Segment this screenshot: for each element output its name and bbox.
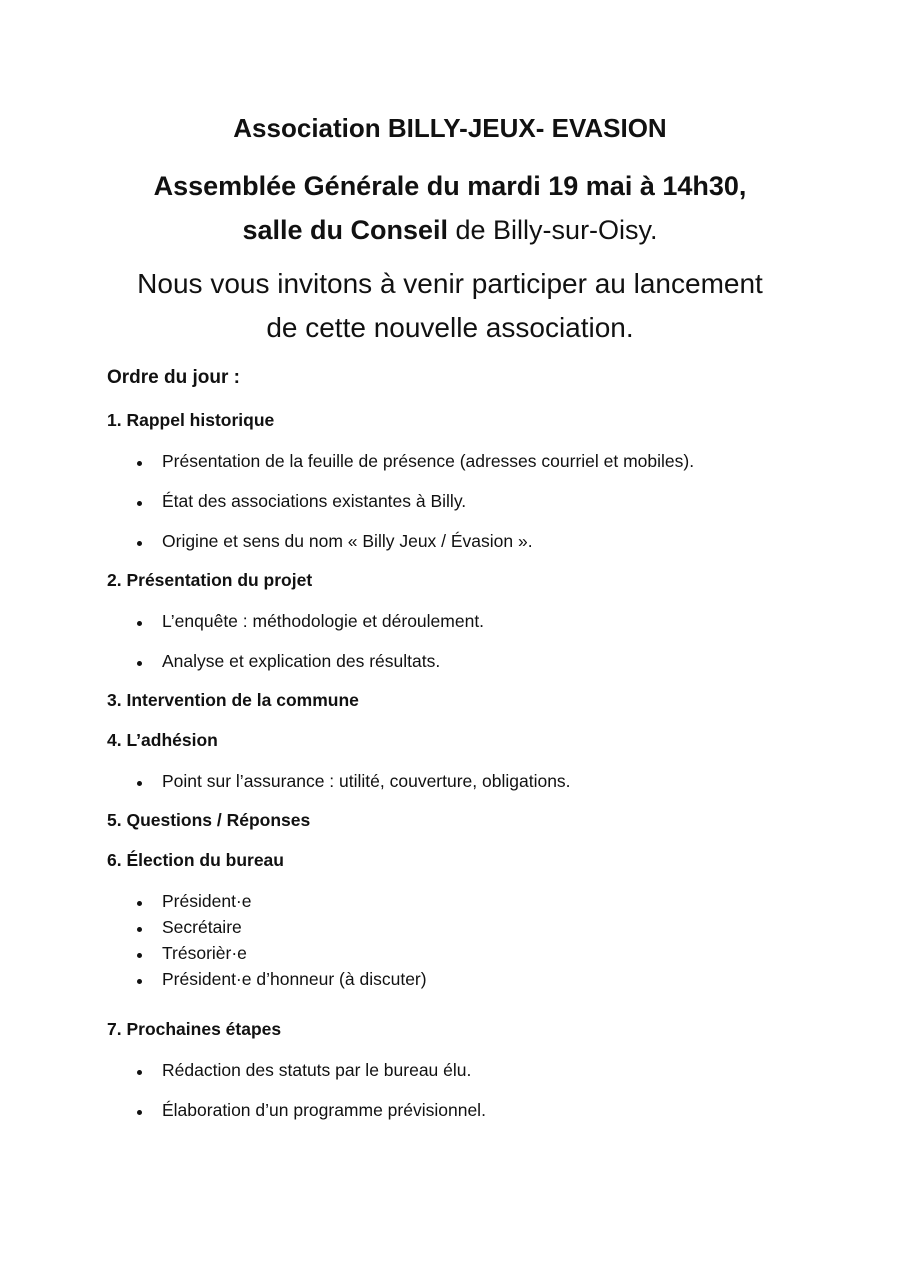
bullet-icon — [137, 1070, 142, 1075]
section-heading-5: 5. Questions / Réponses — [107, 810, 311, 830]
list-item: Présentation de la feuille de présence (adresses courriel et mobiles). — [162, 451, 695, 471]
section-heading-3: 3. Intervention de la commune — [107, 690, 359, 710]
list-item: Trésorièr·e — [162, 943, 247, 963]
section-heading-2: 2. Présentation du projet — [107, 570, 313, 590]
bullet-icon — [137, 501, 142, 506]
intro-line-1: Nous vous invitons à venir participer au lancement — [137, 268, 763, 299]
list-item: L’enquête : méthodologie et déroulement. — [162, 611, 485, 631]
bullet-icon — [137, 901, 142, 906]
intro-line-2: de cette nouvelle association. — [266, 312, 634, 343]
list-item: Rédaction des statuts par le bureau élu. — [162, 1060, 472, 1080]
assembly-title: Assemblée Générale du mardi 19 mai à 14h30, — [153, 171, 747, 201]
bullet-icon — [137, 953, 142, 958]
list-item: Élaboration d’un programme prévisionnel. — [162, 1100, 486, 1120]
list-item: Président·e — [162, 891, 252, 911]
list-item: État des associations existantes à Billy. — [162, 491, 467, 511]
list-item: Analyse et explication des résultats. — [162, 651, 441, 671]
venue-bold: salle du Conseil — [242, 215, 449, 245]
section-heading-4: 4. L’adhésion — [107, 730, 218, 750]
section-heading-1: 1. Rappel historique — [107, 410, 275, 430]
bullet-icon — [137, 621, 142, 626]
bullet-icon — [137, 781, 142, 786]
venue-rest: de Billy-sur-Oisy. — [448, 215, 658, 245]
venue-line — [0, 211, 900, 249]
section-heading-6: 6. Élection du bureau — [107, 850, 284, 870]
agenda-title: Ordre du jour : — [107, 367, 240, 388]
bullet-icon — [137, 927, 142, 932]
association-title: Association BILLY-JEUX- EVASION — [233, 113, 667, 143]
bullet-icon — [137, 461, 142, 466]
bullet-icon — [137, 979, 142, 984]
section-heading-7: 7. Prochaines étapes — [107, 1019, 282, 1039]
list-item: Origine et sens du nom « Billy Jeux / Évasion ». — [162, 531, 533, 551]
list-item: Président·e d’honneur (à discuter) — [162, 969, 427, 989]
bullet-icon — [137, 661, 142, 666]
bullet-icon — [137, 541, 142, 546]
list-item: Point sur l’assurance : utilité, couverture, obligations. — [162, 771, 571, 791]
list-item: Secrétaire — [162, 917, 242, 937]
bullet-icon — [137, 1110, 142, 1115]
